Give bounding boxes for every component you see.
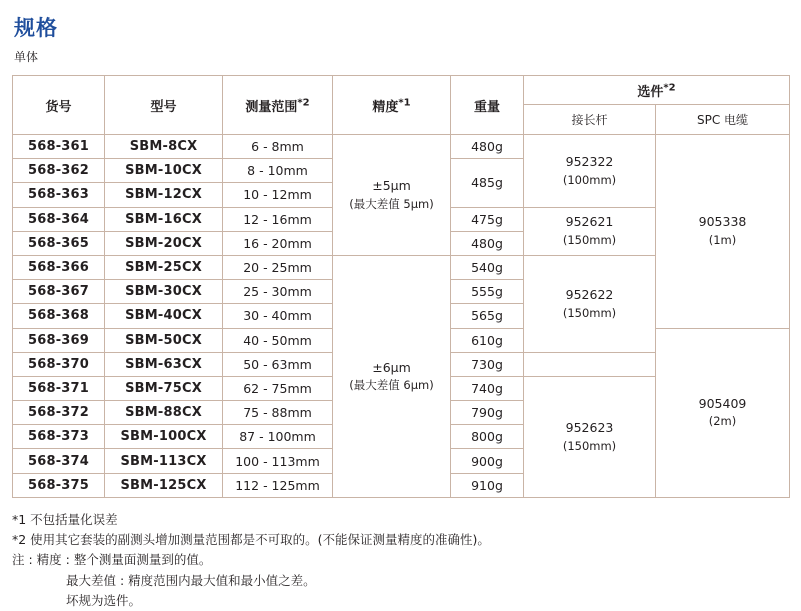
- cell-range: 6 - 8mm: [223, 135, 333, 159]
- cell-weight: 485g: [451, 159, 524, 207]
- specification-table: [12, 75, 790, 498]
- cell-accuracy-group: [333, 255, 451, 497]
- accuracy-note: (最大差值 6μm): [349, 378, 434, 393]
- cell-range: 30 - 40mm: [223, 304, 333, 328]
- column-header-extension-rod: 接长杆: [524, 105, 656, 135]
- cell-model: SBM-20CX: [105, 231, 223, 255]
- extension-rod-note: (100mm): [562, 172, 617, 187]
- cell-weight: 610g: [451, 328, 524, 352]
- spc-cable-value: 905409: [698, 395, 747, 411]
- cell-code: 568-364: [13, 207, 105, 231]
- cell-range: 12 - 16mm: [223, 207, 333, 231]
- extension-rod-value: 952622: [565, 286, 614, 302]
- column-header-code: 货号: [13, 76, 105, 135]
- cell-spc-cable-group: [656, 135, 790, 329]
- cell-extension-rod-group: [524, 376, 656, 497]
- footnote-2: *2 使用其它套装的副测头增加测量范围都是不可取的。(不能保证测量精度的准确性)。: [12, 532, 490, 548]
- footnote-max-diff: 最大差值 : 精度范围内最大值和最小值之差。: [66, 572, 316, 588]
- cell-weight: 910g: [451, 473, 524, 497]
- cell-code: 568-368: [13, 304, 105, 328]
- cell-range: 100 - 113mm: [223, 449, 333, 473]
- cell-code: 568-362: [13, 159, 105, 183]
- cell-accuracy-group: [333, 135, 451, 256]
- column-header-accuracy: [333, 76, 451, 135]
- column-header-weight: 重量: [451, 76, 524, 135]
- cell-model: SBM-12CX: [105, 183, 223, 207]
- cell-weight: 900g: [451, 449, 524, 473]
- cell-code: 568-363: [13, 183, 105, 207]
- spc-cable-note: (1m): [708, 233, 737, 247]
- cell-code: 568-373: [13, 425, 105, 449]
- extension-rod-note: (150mm): [562, 233, 617, 247]
- column-header-accuracy-footnote: *1: [398, 97, 411, 109]
- cell-model: SBM-50CX: [105, 328, 223, 352]
- cell-code: 568-366: [13, 255, 105, 279]
- cell-model: SBM-100CX: [105, 425, 223, 449]
- cell-code: 568-372: [13, 401, 105, 425]
- cell-range: 16 - 20mm: [223, 231, 333, 255]
- column-header-range-label: 测量范围: [245, 99, 298, 115]
- table-row: [13, 135, 790, 159]
- cell-code: 568-375: [13, 473, 105, 497]
- cell-range: 62 - 75mm: [223, 376, 333, 400]
- accuracy-value: ±6μm: [372, 359, 411, 375]
- cell-code: 568-365: [13, 231, 105, 255]
- cell-model: SBM-125CX: [105, 473, 223, 497]
- cell-code: 568-361: [13, 135, 105, 159]
- cell-code: 568-369: [13, 328, 105, 352]
- column-header-spc-cable: SPC 电缆: [656, 105, 790, 135]
- extension-rod-note: (150mm): [562, 438, 617, 453]
- cell-range: 20 - 25mm: [223, 255, 333, 279]
- extension-rod-value: 952322: [565, 153, 614, 169]
- page-title: 规格: [14, 16, 58, 40]
- cell-model: SBM-40CX: [105, 304, 223, 328]
- column-header-model: 型号: [105, 76, 223, 135]
- cell-weight: 480g: [451, 231, 524, 255]
- cell-range: 40 - 50mm: [223, 328, 333, 352]
- column-header-range-footnote: *2: [297, 97, 310, 109]
- cell-weight: 800g: [451, 425, 524, 449]
- spc-cable-value: 905338: [698, 214, 747, 230]
- cell-spc-cable-group: [656, 328, 790, 497]
- cell-range: 75 - 88mm: [223, 401, 333, 425]
- cell-code: 568-371: [13, 376, 105, 400]
- cell-model: SBM-16CX: [105, 207, 223, 231]
- cell-range: 25 - 30mm: [223, 280, 333, 304]
- footnote-note: 注 : 精度 : 整个测量面测量到的值。: [12, 552, 212, 568]
- cell-range: 112 - 125mm: [223, 473, 333, 497]
- cell-range: 10 - 12mm: [223, 183, 333, 207]
- cell-model: SBM-8CX: [105, 135, 223, 159]
- column-header-options-footnote: *2: [663, 82, 676, 94]
- extension-rod-note: (150mm): [562, 305, 617, 320]
- cell-extension-rod-group: [524, 135, 656, 208]
- cell-model: SBM-10CX: [105, 159, 223, 183]
- accuracy-value: ±5μm: [372, 178, 411, 194]
- table-body: [13, 135, 790, 498]
- table-header: [13, 76, 790, 135]
- cell-weight: 480g: [451, 135, 524, 159]
- cell-weight: 565g: [451, 304, 524, 328]
- cell-code: 568-367: [13, 280, 105, 304]
- cell-extension-rod-group: [524, 207, 656, 255]
- cell-model: SBM-63CX: [105, 352, 223, 376]
- cell-model: SBM-88CX: [105, 401, 223, 425]
- accuracy-note: (最大差值 5μm): [349, 196, 434, 211]
- column-header-range: [223, 76, 333, 135]
- cell-weight: 475g: [451, 207, 524, 231]
- column-header-options-label: 选件: [637, 84, 664, 100]
- cell-range: 87 - 100mm: [223, 425, 333, 449]
- column-header-accuracy-label: 精度: [372, 99, 399, 115]
- cell-model: SBM-75CX: [105, 376, 223, 400]
- spc-cable-note: (2m): [708, 414, 737, 429]
- cell-weight: 790g: [451, 401, 524, 425]
- cell-range: 50 - 63mm: [223, 352, 333, 376]
- cell-model: SBM-25CX: [105, 255, 223, 279]
- footnotes: [12, 510, 789, 611]
- cell-extension-rod-group: [524, 255, 656, 352]
- footnote-option: 坏规为选件。: [66, 592, 142, 608]
- extension-rod-value: 952621: [565, 214, 614, 230]
- footnote-1: *1 不包括量化误差: [12, 511, 118, 527]
- column-header-options: [524, 76, 790, 105]
- cell-model: SBM-30CX: [105, 280, 223, 304]
- cell-weight: 555g: [451, 280, 524, 304]
- cell-code: 568-370: [13, 352, 105, 376]
- cell-range: 8 - 10mm: [223, 159, 333, 183]
- cell-weight: 740g: [451, 376, 524, 400]
- cell-weight: 540g: [451, 255, 524, 279]
- cell-model: SBM-113CX: [105, 449, 223, 473]
- cell-weight: 730g: [451, 352, 524, 376]
- cell-code: 568-374: [13, 449, 105, 473]
- extension-rod-value: 952623: [565, 419, 614, 435]
- page-subtitle: 单体: [14, 50, 39, 64]
